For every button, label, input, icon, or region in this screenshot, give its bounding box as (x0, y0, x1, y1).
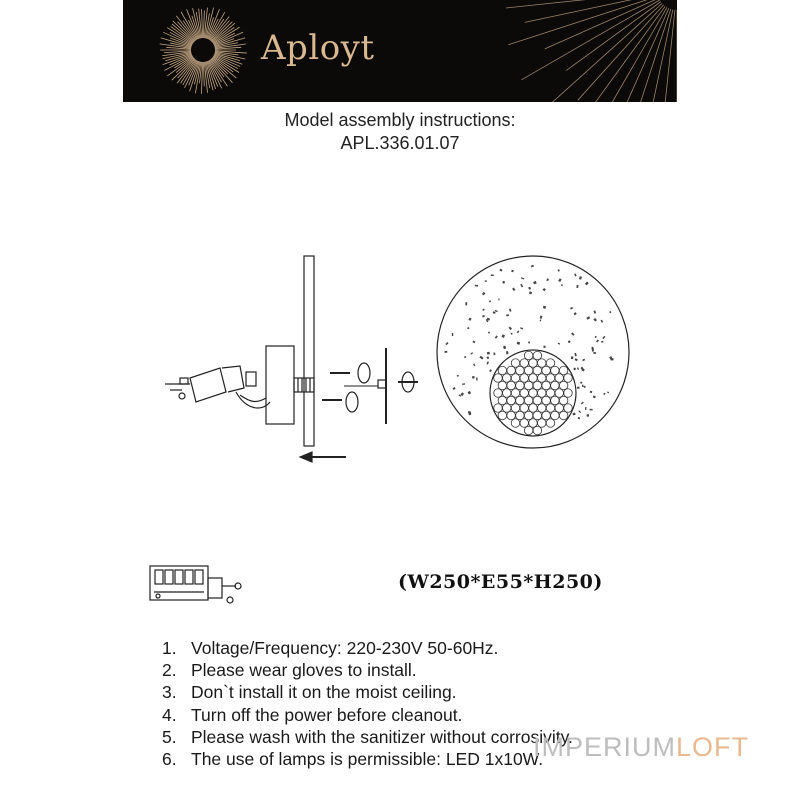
instruction-item: 3. Don`t install it on the moist ceiling. (162, 682, 457, 703)
page-title: Model assembly instructions: (284, 110, 516, 130)
instructions-list (162, 637, 573, 770)
lamp-front-view (437, 256, 629, 448)
instruction-item: 5. Please wash with the sanitizer without corrosivity. (162, 726, 573, 747)
mounting-bracket (165, 366, 270, 408)
watermark: IMPERIUMLOFT (533, 732, 750, 762)
model-number: APL.336.01.07 (340, 133, 460, 153)
screw-right (398, 372, 418, 392)
dimensions-label: (W250*E55*H250) (398, 571, 603, 593)
instruction-item: 4. Turn off the power before cleanout. (162, 704, 463, 725)
instruction-item: 2. Please wear gloves to install. (162, 660, 417, 681)
brand-logo-text: Aployt (261, 28, 375, 68)
instruction-item: 1. Voltage/Frequency: 220-230V 50-60Hz. (162, 638, 499, 658)
screw-left (322, 363, 378, 412)
wall-plate (266, 256, 314, 446)
instruction-item: 6. The use of lamps is permissible: LED 1x10W. (162, 749, 544, 770)
terminal-block (150, 566, 241, 603)
